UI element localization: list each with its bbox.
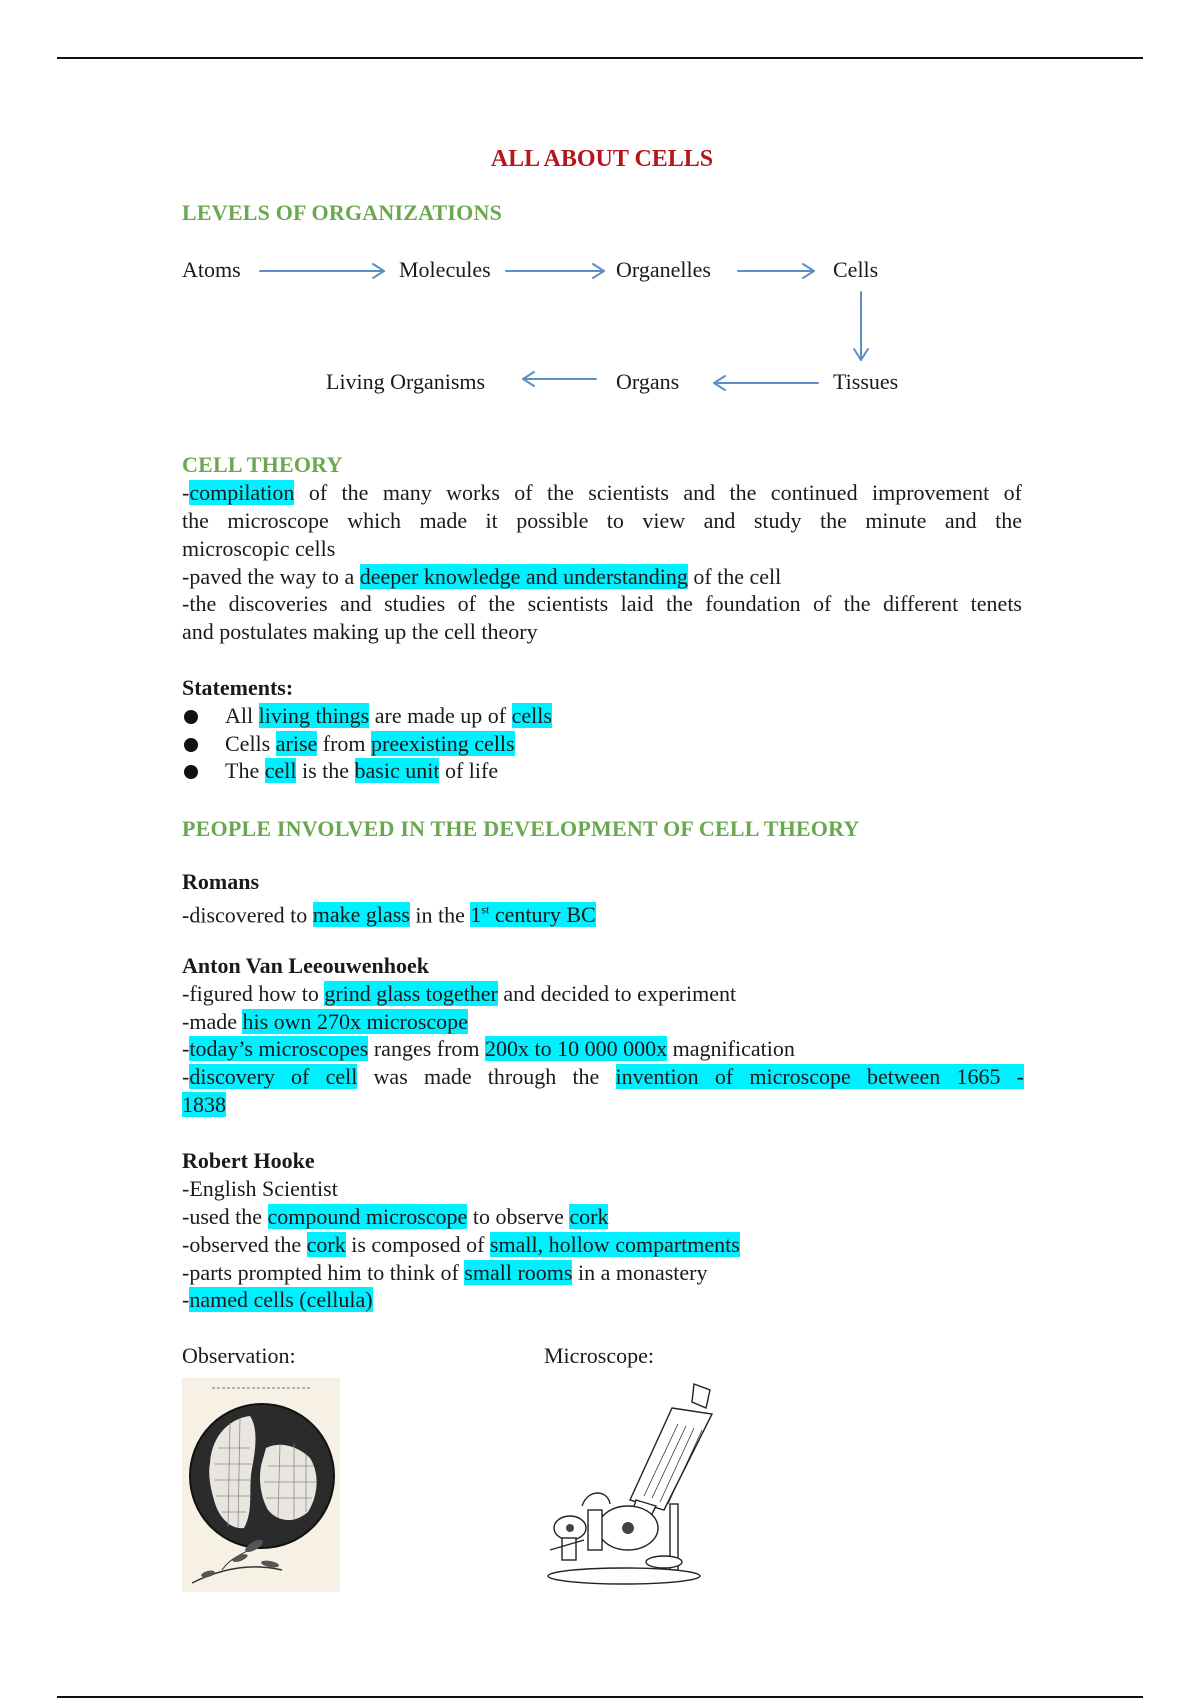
highlight: living things — [258, 703, 370, 728]
document-title: ALL ABOUT CELLS — [490, 146, 714, 172]
highlight: his own 270x microscope — [242, 1009, 468, 1034]
cell-theory-heading: CELL THEORY — [182, 452, 343, 477]
bullet-icon — [184, 765, 198, 779]
arrow-molecules-to-organelles — [506, 264, 604, 278]
arrow-tissues-to-organs — [714, 376, 818, 390]
levels-heading: LEVELS OF ORGANIZATIONS — [182, 200, 503, 225]
highlight: deeper knowledge and understanding — [359, 564, 688, 589]
cell-theory-p3-line1: -the discoveries and studies of the scientists laid the foundation of the different tenets — [182, 591, 1022, 616]
flow-arrows — [182, 240, 1022, 410]
arrow-cells-to-tissues — [854, 292, 868, 360]
node-molecules: Molecules — [399, 257, 491, 282]
highlight: cell — [264, 758, 297, 783]
observation-caption: Observation: — [182, 1343, 296, 1368]
highlight: discovery of cell — [189, 1064, 358, 1089]
highlight: make glass — [312, 902, 410, 928]
node-tissues: Tissues — [833, 369, 899, 394]
highlight: small, hollow compartments — [489, 1232, 740, 1257]
cell-theory-p3-line2: and postulates making up the cell theory — [182, 619, 538, 644]
leeuwenhoek-name: Anton Van Leeouwenhoek — [182, 953, 429, 978]
highlight: invention of microscope between 1665 - — [615, 1064, 1024, 1089]
arrow-organs-to-living-organisms — [523, 372, 596, 386]
arrow-organelles-to-cells — [738, 264, 814, 278]
highlight: compound microscope — [267, 1204, 468, 1229]
highlight: 1838 — [182, 1092, 226, 1117]
highlight: grind glass together — [324, 981, 498, 1006]
romans-line1: -discovered to make glass in the 1st century BC — [182, 902, 596, 928]
cork-observation-image — [182, 1378, 340, 1592]
hooke-line3: -observed the cork is composed of small, hollow compartments — [182, 1232, 740, 1257]
statements-label: Statements: — [182, 675, 294, 700]
cell-theory-p1-line2: the microscope which made it possible to view and study the minute and the — [182, 508, 1022, 533]
hooke-line2: -used the compound microscope to observe cork — [182, 1204, 609, 1229]
cell-theory-p1-line3: microscopic cells — [182, 536, 336, 561]
hooke-line1: -English Scientist — [182, 1176, 338, 1201]
highlight: small rooms — [464, 1260, 573, 1285]
statement-item: Cells arise from preexisting cells — [225, 731, 515, 756]
leeuwenhoek-line4: -discovery of cell was made through the invention of microscope between 1665 - — [182, 1064, 1024, 1089]
hooke-name: Robert Hooke — [182, 1148, 315, 1173]
statement-item: The cell is the basic unit of life — [225, 758, 499, 783]
bullet-icon — [184, 710, 198, 724]
node-organelles: Organelles — [616, 257, 711, 282]
node-atoms: Atoms — [182, 257, 241, 282]
romans-name: Romans — [182, 869, 260, 894]
leeuwenhoek-line5 — [182, 1091, 1022, 1119]
highlight: cells — [511, 703, 552, 728]
highlight: today’s microscopes — [189, 1036, 369, 1061]
node-living-organisms: Living Organisms — [326, 369, 486, 394]
highlight: 1st century BC — [470, 902, 596, 928]
arrow-atoms-to-molecules — [260, 264, 384, 278]
microscope-caption: Microscope: — [544, 1343, 654, 1368]
highlight: cork — [569, 1204, 609, 1229]
highlight: named cells (cellula) — [189, 1287, 373, 1312]
highlight: arise — [275, 731, 318, 756]
hooke-line4: -parts prompted him to think of small rooms in a monastery — [182, 1260, 708, 1285]
microscope-image — [544, 1380, 726, 1586]
bottom-rule — [57, 1696, 1143, 1698]
leeuwenhoek-line2: -made his own 270x microscope — [182, 1009, 468, 1034]
top-rule — [57, 57, 1143, 59]
bullet-icon — [184, 738, 198, 752]
highlight: compilation — [189, 480, 295, 505]
highlight: cork — [306, 1232, 346, 1257]
cell-theory-p2: -paved the way to a deeper knowledge and understanding of the cell — [182, 564, 782, 589]
leeuwenhoek-line3: -today’s microscopes ranges from 200x to 10 000 000x magnification — [182, 1036, 795, 1061]
cell-theory-p1-line1: -compilation of the many works of the scientists and the continued improvement of — [182, 480, 1022, 505]
highlight: 200x to 10 000 000x — [485, 1036, 668, 1061]
hooke-line5: -named cells (cellula) — [182, 1287, 373, 1312]
node-cells: Cells — [833, 257, 879, 282]
highlight: preexisting cells — [371, 731, 515, 756]
people-heading: PEOPLE INVOLVED IN THE DEVELOPMENT OF CELL THEORY — [182, 816, 860, 841]
leeuwenhoek-line1: -figured how to grind glass together and decided to experiment — [182, 981, 737, 1006]
statement-item: All living things are made up of cells — [225, 703, 552, 728]
highlight: basic unit — [354, 758, 440, 783]
node-organs: Organs — [616, 369, 680, 394]
